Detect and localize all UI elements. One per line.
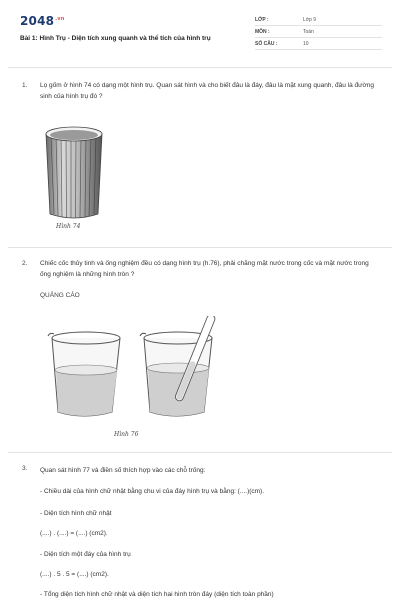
meta-row-subject xyxy=(255,26,382,38)
site-logo[interactable] xyxy=(20,14,65,28)
logo-text: 2048 xyxy=(20,14,55,28)
figure-caption: Hình 74 xyxy=(56,223,81,230)
divider xyxy=(8,67,392,68)
answer-line: - Chiều dài của hình chữ nhật bằng chu vi của đáy hình trụ và bằng: (....)(cm). xyxy=(40,488,265,495)
answer-line: (....) . (....) = (....) (cm2). xyxy=(40,530,108,537)
answer-line: - Diện tích hình chữ nhật xyxy=(40,510,112,517)
question-text: Quan sát hình 77 và điền số thích hợp vào các chỗ trống: xyxy=(40,467,206,474)
document-meta xyxy=(255,14,382,50)
answer-line: (....) . 5 . 5 = (....) (cm2). xyxy=(40,571,109,578)
meta-value: Toán xyxy=(303,29,314,35)
answer-line: - Diện tích một đáy của hình trụ xyxy=(40,551,131,558)
meta-key: SỐ CÂU : xyxy=(255,41,278,47)
beakers-figure xyxy=(44,316,224,426)
question-number: 1. xyxy=(22,82,28,89)
meta-value: 10 xyxy=(303,41,309,47)
question-text: Chiếc cốc thủy tinh và ống nghiệm đều có dạng hình trụ (h.76), phải chăng mặt nước trong cốc và mặt nước trong ống nghiệm là những hình tròn ? xyxy=(40,260,369,278)
figure-caption: Hình 76 xyxy=(114,431,139,438)
answer-line: - Tổng diện tích hình chữ nhật và diện tích hai hình tròn đáy (diện tích toàn phần) xyxy=(40,591,274,598)
question-number: 2. xyxy=(22,260,28,267)
divider xyxy=(8,452,392,453)
meta-key: LỚP : xyxy=(255,17,269,23)
meta-key: MÔN : xyxy=(255,29,270,35)
document-header xyxy=(20,14,382,60)
ceramic-vase-figure xyxy=(40,122,108,224)
question-text: Lọ gốm ở hình 74 có dạng một hình trụ. Quan sát hình và cho biết đâu là đáy, đâu là mặt xung quanh, đâu là đường sinh của hình trụ đó ? xyxy=(40,82,375,100)
meta-value: Lớp 9 xyxy=(303,17,317,23)
document-title: Bài 1: Hình Trụ - Diện tích xung quanh và thể tích của hình trụ xyxy=(20,35,211,42)
meta-row-class xyxy=(255,14,382,26)
logo-suffix: .vn xyxy=(55,16,65,22)
question-number: 3. xyxy=(22,465,28,472)
divider xyxy=(8,247,392,248)
meta-row-question-count xyxy=(255,38,382,50)
ads-label: QUẢNG CÁO xyxy=(40,292,80,299)
